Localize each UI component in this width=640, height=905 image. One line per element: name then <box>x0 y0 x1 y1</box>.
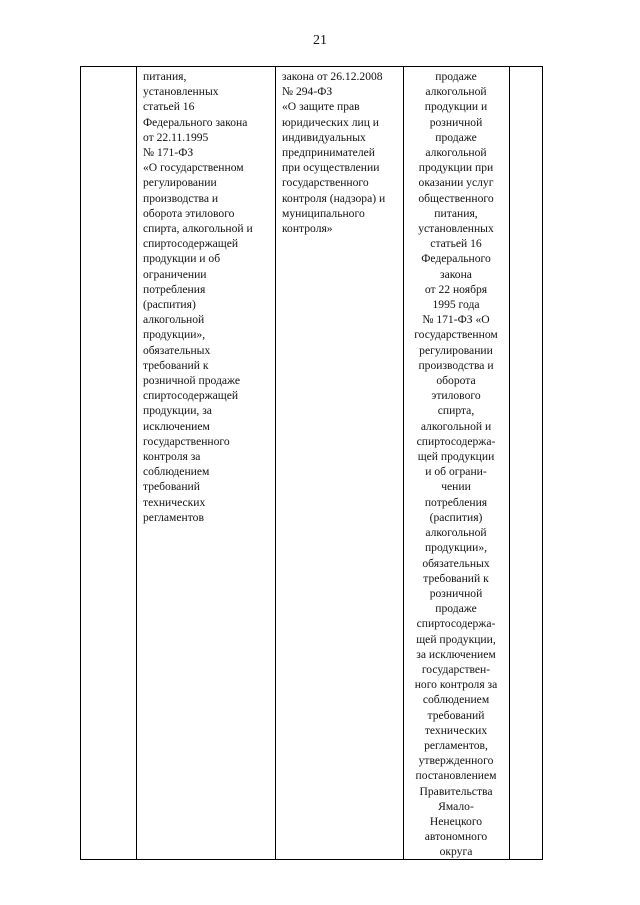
cell-text-line: спирта, <box>437 404 475 418</box>
cell-text-line: № 294-ФЗ <box>282 85 333 99</box>
cell-text-line: розничной продаже <box>143 374 241 388</box>
cell-text-line: регламентов <box>143 510 204 524</box>
cell-text-line: «О государственном <box>143 161 244 175</box>
table-cell-legal-basis <box>143 69 253 525</box>
cell-text-line: розничной <box>429 115 483 129</box>
cell-text-line: (распития) <box>143 298 196 312</box>
cell-text-line: обязательных <box>422 556 490 570</box>
cell-text-line: обязательных <box>143 343 211 357</box>
cell-text-line: установленных <box>143 85 219 99</box>
cell-text-line: индивидуальных <box>282 130 366 144</box>
cell-text-line: потребления <box>143 282 206 296</box>
cell-text-line: автономного <box>424 830 488 844</box>
cell-text-line: производства и <box>143 191 219 205</box>
document-table <box>80 66 543 860</box>
cell-text-line: закона <box>440 267 472 281</box>
cell-text-line: Федерального закона <box>143 115 248 129</box>
cell-text-line: контроля (надзора) и <box>282 191 386 205</box>
cell-text-line: соблюдением <box>422 693 490 707</box>
cell-text-line: № 171-ФЗ «О <box>422 313 490 327</box>
cell-text-line: государственного <box>143 434 230 448</box>
cell-text-line: спиртосодержа- <box>416 434 496 448</box>
cell-text-line: продаже <box>435 130 477 144</box>
cell-text-line: государствен- <box>421 662 491 676</box>
cell-text-line: продукции, за <box>143 404 212 418</box>
cell-text-line: технических <box>143 495 206 509</box>
column-divider <box>275 67 276 859</box>
cell-text-line: продукции и <box>424 100 488 114</box>
cell-text-line: Правительства <box>419 784 493 798</box>
cell-text-line: соблюдением <box>143 465 210 479</box>
table-cell-law-reference <box>282 69 385 236</box>
cell-text-line: регламентов, <box>424 738 488 752</box>
cell-text-line: № 171-ФЗ <box>143 146 194 160</box>
cell-text-line: (распития) <box>429 510 483 524</box>
cell-text-line: алкогольной <box>425 526 487 540</box>
cell-text-line: продукции при <box>418 161 494 175</box>
cell-text-line: чении <box>441 480 471 494</box>
cell-text-line: продукции и об <box>143 252 221 266</box>
cell-text-line: спирта, алкогольной и <box>143 222 253 236</box>
cell-text-line: алкогольной <box>425 146 487 160</box>
cell-text-line: продаже <box>435 70 477 83</box>
cell-text-line: продукции», <box>424 541 488 555</box>
cell-text-line: алкогольной <box>425 85 487 99</box>
cell-text-line: контроля» <box>282 222 333 236</box>
cell-text-line: от 22 ноября <box>424 282 488 296</box>
cell-text-line: оборота <box>436 374 476 388</box>
cell-text-line: государственного <box>282 176 369 190</box>
cell-text-line: утвержденного <box>418 754 494 768</box>
cell-text-line: регулировании <box>419 343 493 357</box>
cell-text-line: регулировании <box>143 176 217 190</box>
cell-text-line: оказании услуг <box>418 176 494 190</box>
cell-text-line: юридических лиц и <box>282 115 380 129</box>
cell-text-line: алкогольной <box>143 313 205 327</box>
cell-text-line: установленных <box>418 222 494 236</box>
cell-text-line: от 22.11.1995 <box>143 130 209 144</box>
cell-text-line: муниципального <box>282 206 365 220</box>
cell-text-line: алкогольной и <box>420 419 492 433</box>
cell-text-line: предпринимателей <box>282 146 375 160</box>
cell-text-line: требований к <box>143 358 209 372</box>
cell-text-line: спиртосодержа- <box>416 617 496 631</box>
cell-text-line: щей продукции, <box>416 632 496 646</box>
cell-text-line: технических <box>424 723 488 737</box>
column-divider <box>403 67 404 859</box>
cell-text-line: спиртосодержащей <box>143 389 239 403</box>
cell-text-line: питания, <box>434 206 478 220</box>
cell-text-line: производства и <box>418 358 494 372</box>
cell-text-line: при осуществлении <box>282 161 380 175</box>
cell-text-line: ограничении <box>143 267 207 281</box>
column-divider <box>136 67 137 859</box>
column-divider <box>509 67 510 859</box>
cell-text-line: Ненецкого <box>429 814 483 828</box>
cell-text-line: контроля за <box>143 450 201 464</box>
cell-text-line: 1995 года <box>432 298 480 312</box>
cell-text-line: требований <box>143 480 200 494</box>
cell-text-line: и об ограни- <box>425 465 487 479</box>
cell-text-line: розничной <box>429 586 483 600</box>
cell-text-line: общественного <box>418 191 494 205</box>
cell-text-line: исключением <box>143 419 210 433</box>
cell-text-line: статьей 16 <box>143 100 195 114</box>
cell-text-line: статьей 16 <box>430 237 482 251</box>
cell-text-line: потребления <box>424 495 488 509</box>
cell-text-line: Ямало- <box>438 799 474 813</box>
cell-text-line: спиртосодержащей <box>143 237 239 251</box>
cell-text-line: за исключением <box>416 647 496 661</box>
cell-text-line: продаже <box>435 602 477 616</box>
cell-text-line: оборота этилового <box>143 206 235 220</box>
cell-text-line: закона от 26.12.2008 <box>282 70 383 83</box>
cell-text-line: Федерального <box>421 252 491 266</box>
cell-text-line: питания, <box>143 70 187 83</box>
cell-text-line: этилового <box>431 389 481 403</box>
cell-text-line: щей продукции <box>417 450 495 464</box>
cell-text-line: округа <box>439 845 473 859</box>
cell-text-line: требований <box>427 708 485 722</box>
cell-text-line: требований к <box>423 571 489 585</box>
cell-text-line: продукции», <box>143 328 206 342</box>
cell-text-line: государственном <box>414 328 498 342</box>
cell-text-line: «О защите прав <box>282 100 360 114</box>
cell-text-line: постановлением <box>415 769 497 783</box>
table-cell-control-subject <box>408 69 504 860</box>
page-number: 21 <box>313 33 327 48</box>
cell-text-line: ного контроля за <box>414 678 498 692</box>
